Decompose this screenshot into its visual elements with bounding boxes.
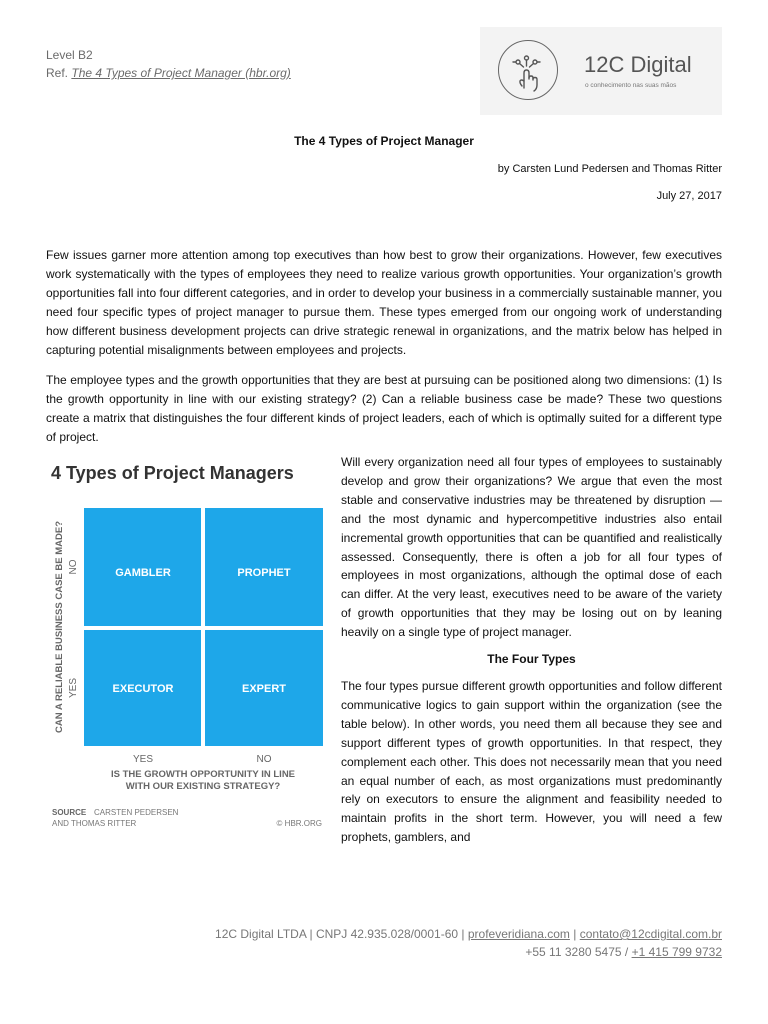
x-tick-no: NO [256,754,272,765]
footer-line1 [215,925,722,943]
figure-copyright: © HBR.ORG [276,819,322,828]
article-byline: by Carsten Lund Pedersen and Thomas Ritter [497,163,722,175]
reference-link[interactable]: The 4 Types of Project Manager (hbr.org) [71,66,291,80]
figure-title: 4 Types of Project Managers [51,463,294,483]
project-manager-matrix-figure [46,452,332,834]
company-logo [480,27,722,115]
x-axis-label-line2: WITH OUR EXISTING STRATEGY? [125,781,281,792]
reference-line [46,64,291,82]
level-label: Level B2 [46,48,93,62]
paragraph-intro: Few issues garner more attention among top executives than how best to grow their organizations. However, few executives work systematically with the types of employees they need to realize various growth opportunities. Your organization’s growth opportunities fall into four different categories, and in order to develop your business in a commercially sustainable manner, you need four specific types of project manager to pursue them. These types emerged from our ongoing work of understanding how different business development projects can drive strategic renewal in organizations, and the matrix below has helped in capturing potential misalignments between employees and projects. [46,248,722,357]
logo-name: 12C Digital [584,52,692,77]
logo-tagline: o conhecimento nas suas mãos [585,82,677,89]
paragraph-all-four-types: Will every organization need all four types of employees to sustainably develop and grow their organizations? We argue that even the most stable and conservative industries may be threatened by disruption — and the most dynamic and hypercompetitive industries also entail incremental growth opportunities that can be quantified and realistically assessed. Consequently, there is often a job for all four types of employees in most organizations, although the optimal dose of each can differ. At the very least, executives need to be aware of the variety of growth opportunities that they may be losing out on by leaning heavily on a single type of project manager. [341,455,722,640]
x-tick-yes: YES [132,754,154,765]
y-tick-no: NO [68,559,79,575]
cell-label-executor: EXECUTOR [112,683,174,695]
footer-separator: | [573,927,577,941]
footer-phone-us-link[interactable]: +1 415 799 9732 [631,945,722,959]
footer-line2 [215,943,722,961]
article-date: July 27, 2017 [656,190,722,202]
source-line2: AND THOMAS RITTER [52,819,137,828]
y-axis-label: CAN A RELIABLE BUSINESS CASE BE MADE? [54,520,65,734]
reference-prefix: Ref. [46,66,69,80]
page-footer [215,925,722,961]
cell-label-expert: EXPERT [241,683,287,695]
y-tick-yes: YES [68,677,79,699]
document-meta [46,46,291,82]
footer-email-link[interactable]: contato@12cdigital.com.br [579,927,722,941]
section-heading-four-types: The Four Types [487,652,576,667]
footer-phone-br: +55 11 3280 5475 / [525,945,629,959]
source-line1: CARSTEN PEDERSEN [94,808,179,817]
right-column [341,453,722,847]
paragraph-dimensions: The employee types and the growth opportunities that they are best at pursuing can be positioned along two dimensions: (1) Is the growth opportunity in line with our existing strategy? (2) Can a reliable business case be made? These two questions create a matrix that distinguishes the four different kinds of project leaders, each of which is optimally suited for a different type of project. [46,373,722,444]
footer-company: 12C Digital LTDA | CNPJ 42.935.028/0001-60 | [215,927,465,941]
paragraph-four-types: The four types pursue different growth opportunities and follow different communicative logics to gain support within the organization (see the table below). In other words, you need them all because they see and support different types of growth opportunities. In that respect, they complement each other. This does not necessarily mean that you need an equal number of each, as most organizations must predominantly rely on executors to ensure the alignment and feasibility needed to maintain profits in the short term. However, you will need a few prophets, gamblers, and [341,678,722,845]
cell-label-prophet: PROPHET [237,567,291,579]
source-label: SOURCE [52,808,87,817]
article-title: The 4 Types of Project Manager [294,134,474,148]
cell-label-gambler: GAMBLER [115,567,171,579]
x-axis-label-line1: IS THE GROWTH OPPORTUNITY IN LINE [110,769,296,780]
hand-touch-icon [498,40,558,100]
footer-site-link[interactable]: profeveridiana.com [467,927,570,941]
